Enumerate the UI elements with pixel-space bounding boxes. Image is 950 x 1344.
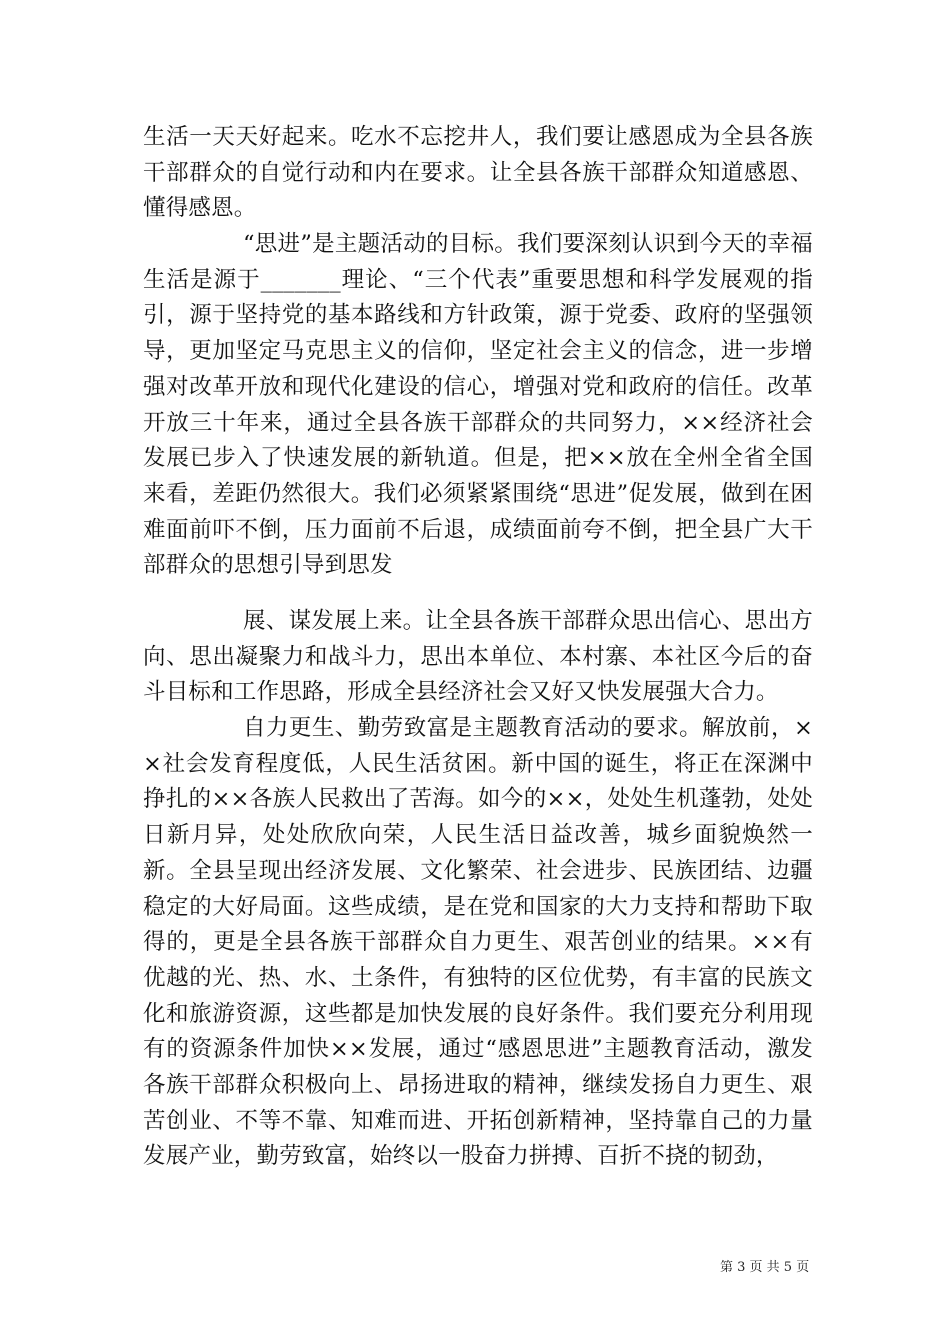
page-number-footer: 第 3 页 共 5 页: [720, 1260, 810, 1275]
paragraph-1: 生活一天天好起来。吃水不忘挖井人，我们要让感恩成为全县各族干部群众的自觉行动和内在要求。让全县各族干部群众知道感恩、懂得感恩。: [143, 124, 813, 222]
paragraph-3: 展、谋发展上来。让全县各族干部群众思出信心、思出方向、思出凝聚力和战斗力，思出本单位、本村寨、本社区今后的奋斗目标和工作思路，形成全县经济社会又好又快发展强大合力。: [143, 608, 813, 706]
paragraph-2: “思进”是主题活动的目标。我们要深刻认识到今天的幸福生活是源于_______理论、“三个代表”重要思想和科学发展观的指引，源于坚持党的基本路线和方针政策，源于党委、政府的坚强领导，更加坚定马克思主义的信仰，坚定社会主义的信念，进一步增强对改革开放和现代化建设的信心，增强对党和政府的信任。改革开放三十年来，通过全县各族干部群众的共同努力，××经济社会发展已步入了快速发展的新轨道。但是，把××放在全州全省全国来看，差距仍然很大。我们必须紧紧围绕“思进”促发展，做到在困难面前吓不倒，压力面前不后退，成绩面前夸不倒，把全县广大干部群众的思想引导到思发: [143, 231, 813, 579]
paragraph-4: 自力更生、勤劳致富是主题教育活动的要求。解放前，××社会发育程度低，人民生活贫困。新中国的诞生，将正在深渊中挣扎的××各族人民救出了苦海。如今的××，处处生机蓬勃，处处日新月异，处处欣欣向荣，人民生活日益改善，城乡面貌焕然一新。全县呈现出经济发展、文化繁荣、社会进步、民族团结、边疆稳定的大好局面。这些成绩，是在党和国家的大力支持和帮助下取得的，更是全县各族干部群众自力更生、艰苦创业的结果。××有优越的光、热、水、土条件，有独特的区位优势，有丰富的民族文化和旅游资源，这些都是加快发展的良好条件。我们要充分利用现有的资源条件加快××发展，通过“感恩思进”主题教育活动，激发各族干部群众积极向上、昂扬进取的精神，继续发扬自力更生、艰苦创业、不等不靠、知难而进、开拓创新精神，坚持靠自己的力量发展产业，勤劳致富，始终以一股奋力拼搏、百折不挠的韧劲，: [143, 715, 813, 1170]
